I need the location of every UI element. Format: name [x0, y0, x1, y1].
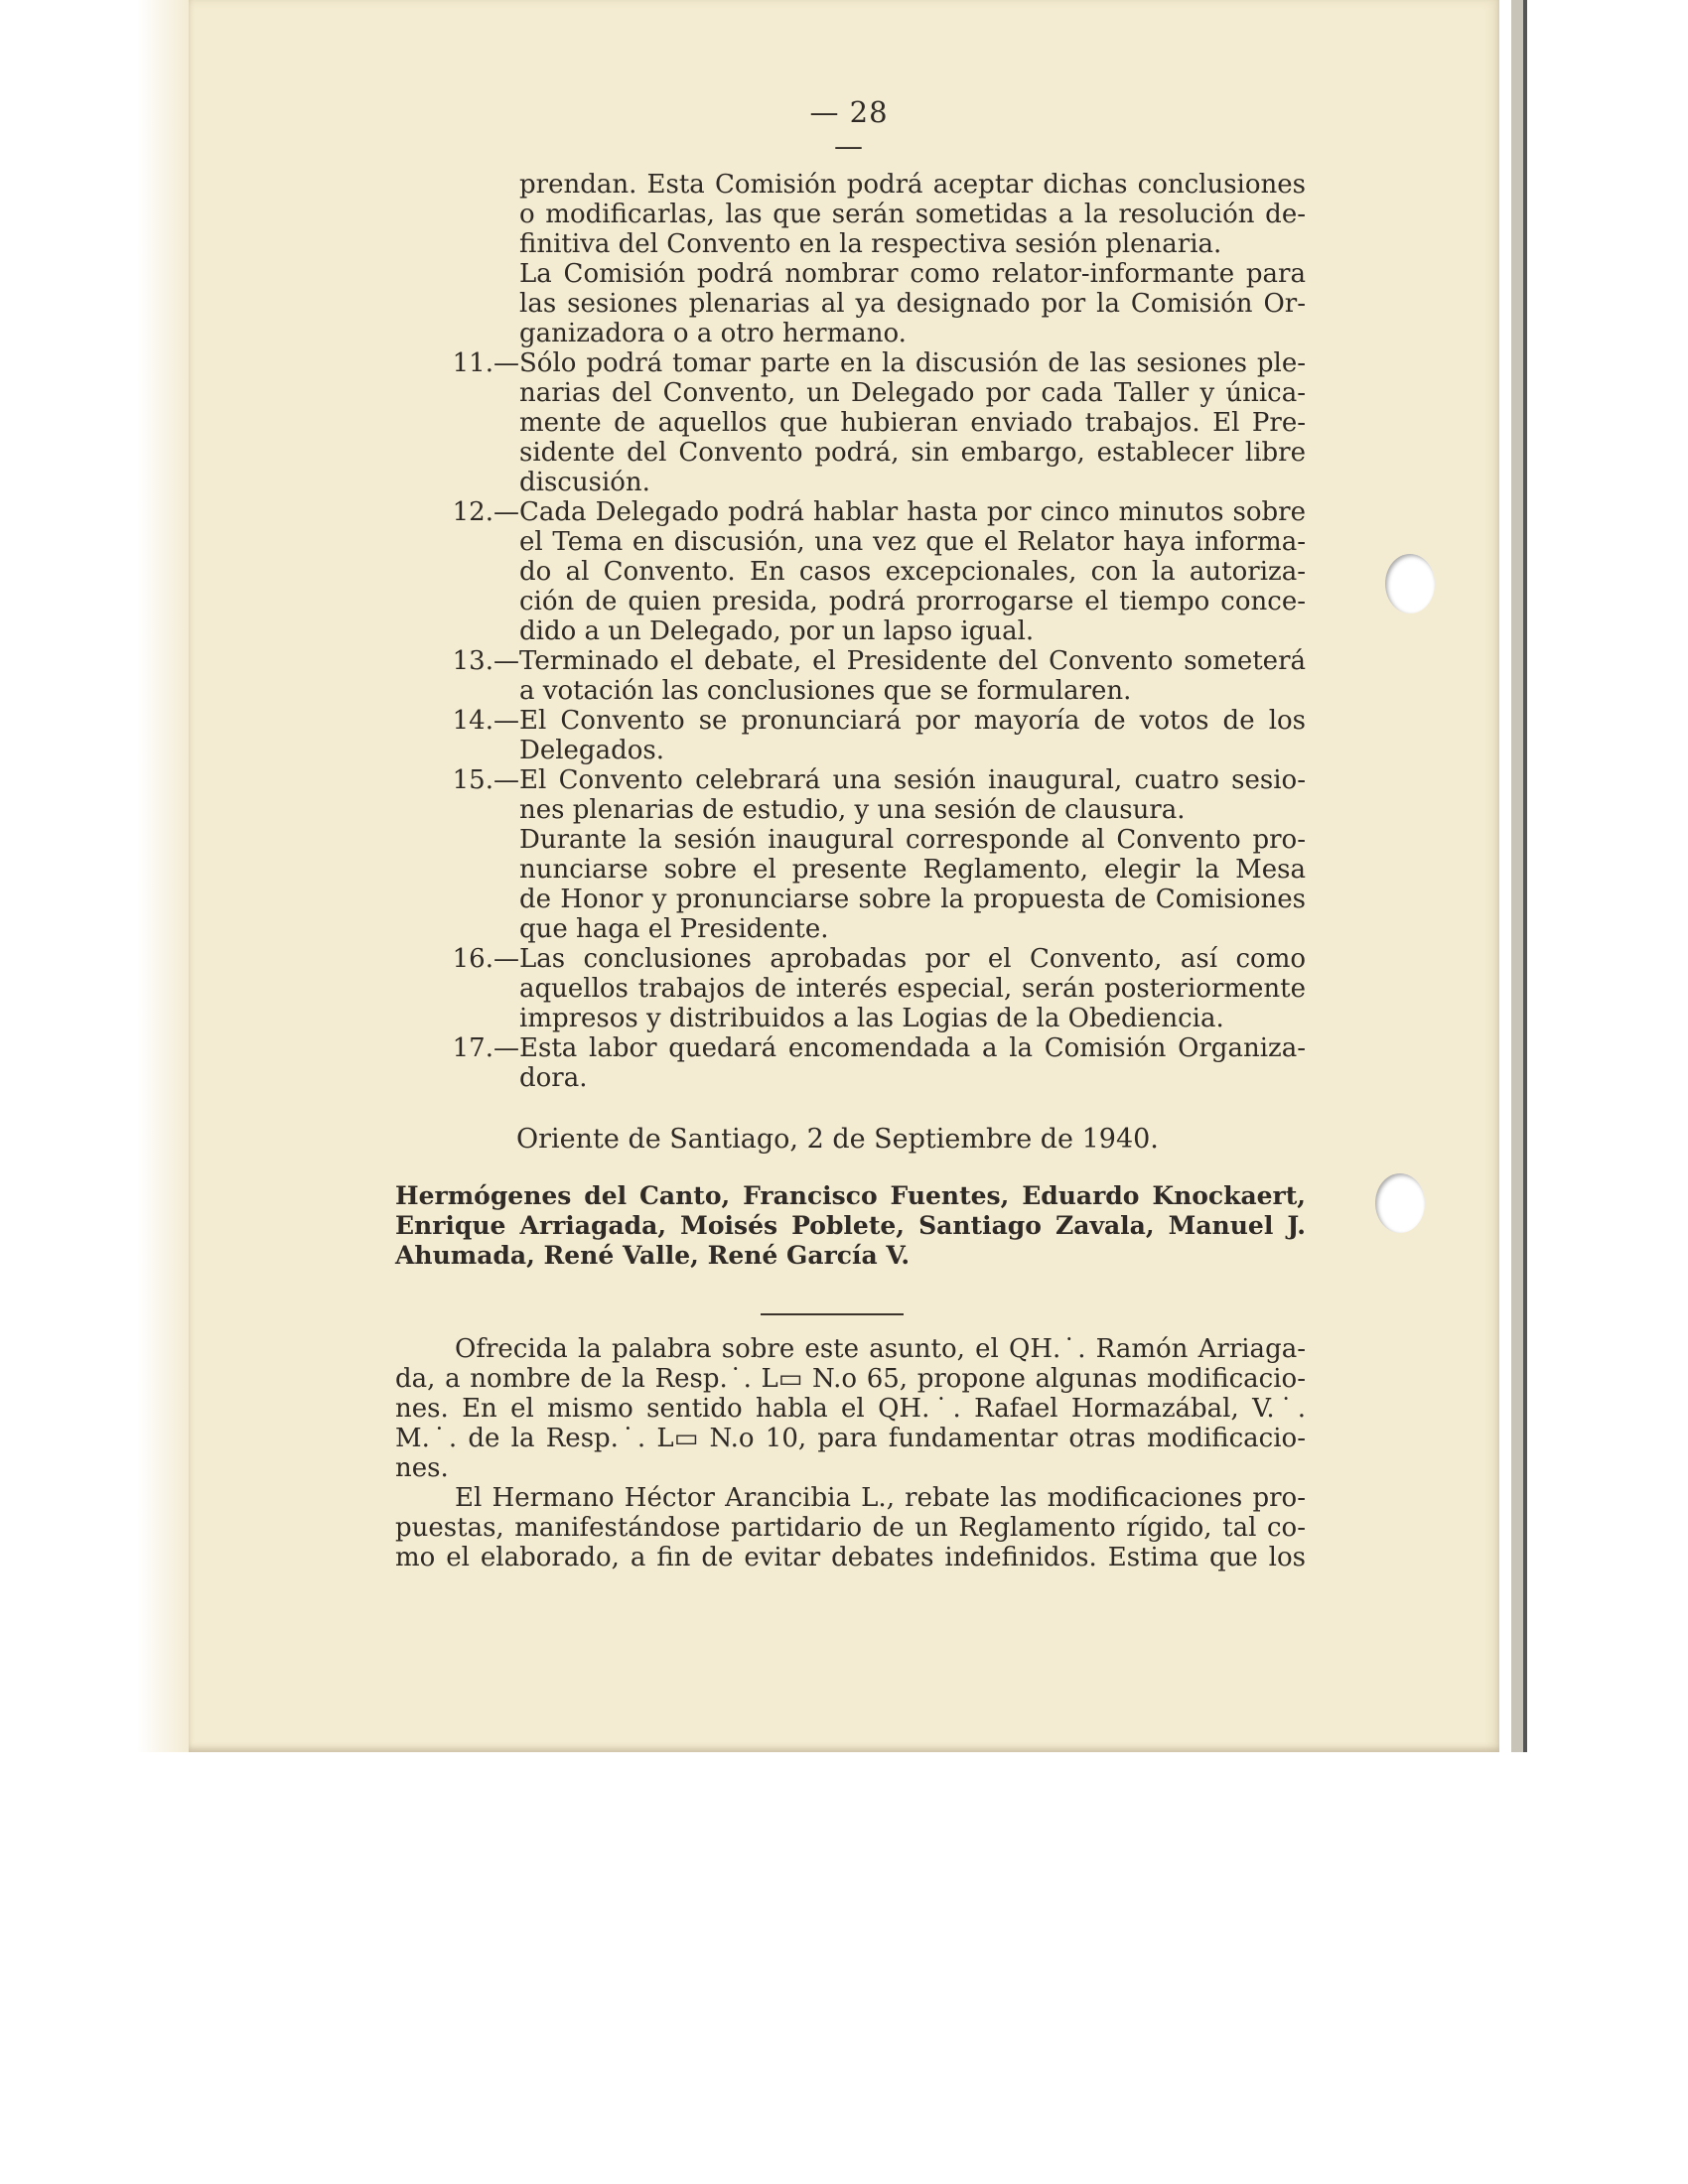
paragraph-1 [395, 1334, 1306, 1483]
text-line: Delegados. [519, 736, 664, 765]
article-body [519, 348, 1306, 497]
text-line: Esta labor quedará encomendada a la Comisión Organiza- [519, 1033, 1306, 1063]
article-body [519, 765, 1306, 944]
signatory-line: Enrique Arriagada, Moisés Poblete, Santiago Zavala, Manuel J. [395, 1211, 1306, 1240]
text-line: mo el elaborado, a fin de evitar debates indefinidos. Estima que los [395, 1543, 1306, 1572]
page-number: — 28 — [809, 95, 889, 163]
text-line: el Tema en discusión, una vez que el Relator haya informa- [519, 527, 1306, 557]
text-line: M.˙. de la Resp.˙. L▭ N.o 10, para fundamentar otras modificacio- [395, 1424, 1306, 1453]
text-line: Cada Delegado podrá hablar hasta por cinco minutos sobre [519, 497, 1306, 527]
page-edge [1511, 0, 1527, 1752]
text-line: Ofrecida la palabra sobre este asunto, el QH.˙. Ramón Arriaga- [455, 1334, 1306, 1364]
text-line: nes plenarias de estudio, y una sesión de clausura. [519, 795, 1186, 825]
text-line: El Convento celebrará una sesión inaugural, cuatro sesio- [519, 765, 1306, 795]
article-number: 15.— [452, 765, 519, 795]
page-left-shadow [137, 0, 189, 1752]
text-line: prendan. Esta Comisión podrá aceptar dichas conclusiones [519, 170, 1306, 200]
text-line: Terminado el debate, el Presidente del Convento someterá [519, 646, 1306, 676]
text-line: narias del Convento, un Delegado por cada Taller y única- [519, 378, 1306, 408]
article-number: 16.— [452, 944, 519, 974]
text-line: La Comisión podrá nombrar como relator-informante para [519, 259, 1306, 289]
text-line: o modificarlas, las que serán sometidas a la resolución de- [519, 200, 1306, 229]
text-line: mente de aquellos que hubieran enviado trabajos. El Pre- [519, 408, 1306, 438]
punch-hole [1375, 1173, 1425, 1233]
paragraph-2 [395, 1483, 1306, 1572]
article-number: 12.— [452, 497, 519, 527]
article-body [519, 706, 1306, 765]
text-line: nes. [395, 1453, 449, 1483]
text-line: Sólo podrá tomar parte en la discusión de las sesiones ple- [519, 348, 1306, 378]
separator-rule [761, 1313, 904, 1315]
signatory-line: Hermógenes del Canto, Francisco Fuentes, Eduardo Knockaert, [395, 1181, 1306, 1210]
article-number: 11.— [452, 348, 519, 378]
text-line: nes. En el mismo sentido habla el QH.˙. Rafael Hormazábal, V.˙. [395, 1394, 1306, 1424]
article-number: 14.— [452, 706, 519, 736]
place-date: Oriente de Santiago, 2 de Septiembre de 1940. [516, 1124, 1159, 1155]
punch-hole [1385, 554, 1435, 614]
text-line: aquellos trabajos de interés especial, serán posteriormente [519, 974, 1306, 1004]
text-line: nunciarse sobre el presente Reglamento, elegir la Mesa [519, 855, 1306, 885]
text-line: Las conclusiones aprobadas por el Convento, así como [519, 944, 1306, 974]
article-body [519, 944, 1306, 1033]
text-line: El Convento se pronunciará por mayoría de votos de los [519, 706, 1306, 736]
article-body [519, 1033, 1306, 1093]
continuation-text [519, 170, 1306, 348]
text-line: sidente del Convento podrá, sin embargo, establecer libre [519, 438, 1306, 468]
text-line: a votación las conclusiones que se formularen. [519, 676, 1132, 706]
text-line: que haga el Presidente. [519, 914, 829, 944]
numbered-articles [395, 348, 1306, 1093]
text-line: dido a un Delegado, por un lapso igual. [519, 616, 1035, 646]
article-body [519, 646, 1306, 706]
text-line: do al Convento. En casos excepcionales, con la autoriza- [519, 557, 1306, 587]
text-line: ganizadora o a otro hermano. [519, 319, 907, 348]
signatories [395, 1181, 1306, 1271]
article-number: 13.— [452, 646, 519, 676]
text-line: da, a nombre de la Resp.˙. L▭ N.o 65, propone algunas modificacio- [395, 1364, 1306, 1394]
text-line: puestas, manifestándose partidario de un Reglamento rígido, tal co- [395, 1513, 1306, 1543]
text-line: Durante la sesión inaugural corresponde al Convento pro- [519, 825, 1306, 855]
text-line: discusión. [519, 468, 650, 497]
text-line: finitiva del Convento en la respectiva sesión plenaria. [519, 229, 1222, 259]
text-line: de Honor y pronunciarse sobre la propuesta de Comisiones [519, 885, 1306, 914]
text-line: El Hermano Héctor Arancibia L., rebate las modificaciones pro- [455, 1483, 1306, 1513]
signatory-line: Ahumada, René Valle, René García V. [395, 1241, 911, 1270]
text-line: dora. [519, 1063, 588, 1093]
text-line: ción de quien presida, podrá prorrogarse el tiempo conce- [519, 587, 1306, 616]
article-body [519, 497, 1306, 646]
text-line: las sesiones plenarias al ya designado por la Comisión Or- [519, 289, 1306, 319]
article-number: 17.— [452, 1033, 519, 1063]
text-line: impresos y distribuidos a las Logias de la Obediencia. [519, 1004, 1224, 1033]
